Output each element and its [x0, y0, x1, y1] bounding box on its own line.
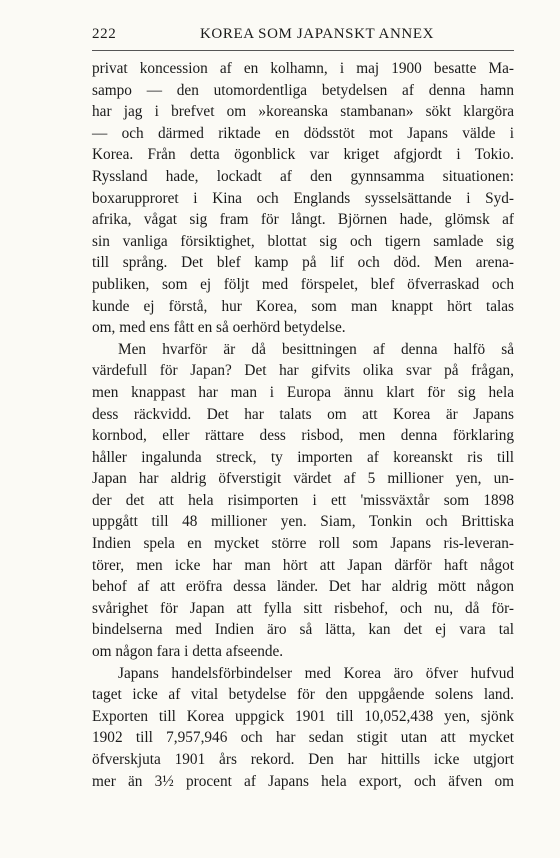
text-line: om någon fara i detta afseende. — [92, 643, 284, 661]
text-line: uppgått till 48 millioner yen. Siam, Tonkin och Brittiska — [92, 513, 514, 531]
text-line: Men hvarför är då besittningen af denna halfö så — [118, 340, 514, 358]
text-line: håller ingalunda streck, ty importen af koreanskt ris till — [92, 448, 514, 466]
text-line: der det att hela risimporten i ett 'missväxtår som 1898 — [92, 491, 514, 509]
text-line: kunde ej förstå, hur Korea, som man knappt hört talas — [92, 297, 514, 315]
text-line: bindelserna med Indien äro så lätta, kan det ej vara tal — [92, 621, 514, 639]
text-line: mer än 3½ procent af Japans hela export, och äfven om — [92, 772, 514, 790]
text-line: sin vanliga försiktighet, blottat sig och tigern samlade sig — [92, 232, 514, 250]
text-line: Japans handelsförbindelser med Korea äro öfver hufvud — [118, 664, 514, 682]
body-text — [92, 58, 514, 792]
running-title: KOREA SOM JAPANSKT ANNEX — [200, 26, 435, 42]
page-header — [92, 26, 514, 48]
text-line: Korea. Från detta ögonblick var kriget afgjordt i Tokio. — [92, 146, 514, 164]
text-line: boxarupproret i Kina och Englands sysselsättande i Syd- — [92, 189, 514, 207]
text-line: svårighet för Japan att fylla sitt risbehof, och nu, då för- — [92, 599, 514, 617]
text-line: Ryssland hade, lockadt af den gynnsamma situationen: — [92, 167, 514, 185]
text-line: afrika, vågat sig fram för långt. Björnen hade, glömsk af — [92, 211, 514, 229]
text-line: behof af att eröfra dessa länder. Det har aldrig mött någon — [92, 578, 514, 596]
text-line: törer, men icke har man hört att Japan därför haft något — [92, 556, 514, 574]
text-line: kornbod, eller rättare dess risbod, men denna förklaring — [92, 427, 514, 445]
text-line: Indien spela en mycket större roll som Japans ris-leveran- — [92, 535, 514, 553]
text-line: sampo — den utomordentliga betydelsen af denna hamn — [92, 81, 514, 99]
text-line: har jag i brefvet om »koreanska stambanan» sökt klargöra — [92, 103, 514, 121]
text-line: taget icke af vital betydelse för den uppgående solens land. — [92, 686, 514, 704]
text-line: publiken, som ej följt med förspelet, blef öfverraskad och — [92, 275, 514, 293]
text-line: om, med ens fått en så oerhörd betydelse. — [92, 319, 346, 337]
text-line: värdefull för Japan? Det har gifvits olika svar på frågan, — [92, 362, 514, 380]
page-number: 222 — [92, 26, 117, 42]
text-line: privat koncession af en kolhamn, i maj 1900 besatte Ma- — [92, 60, 514, 77]
text-line: till språng. Det blef kamp på lif och död. Men arena- — [92, 254, 514, 272]
text-line: Japan har aldrig öfverstigit värdet af 5 millioner yen, un- — [92, 470, 514, 488]
header-rule — [92, 50, 514, 51]
text-line: 1902 till 7,957,946 och har sedan stigit utan att mycket — [92, 729, 514, 747]
text-line: men knappast har man i Europa ännu klart för sig hela — [92, 383, 514, 401]
text-line: dess räckvidd. Det har talats om att Korea är Japans — [92, 405, 514, 423]
text-line: — och därmed riktade en dödsstöt mot Japans välde i — [92, 124, 514, 142]
text-line: öfverskjuta 1901 års rekord. Den har hittills icke utgjort — [92, 751, 514, 768]
text-line: Exporten till Korea uppgick 1901 till 10,052,438 yen, sjönk — [92, 707, 514, 725]
